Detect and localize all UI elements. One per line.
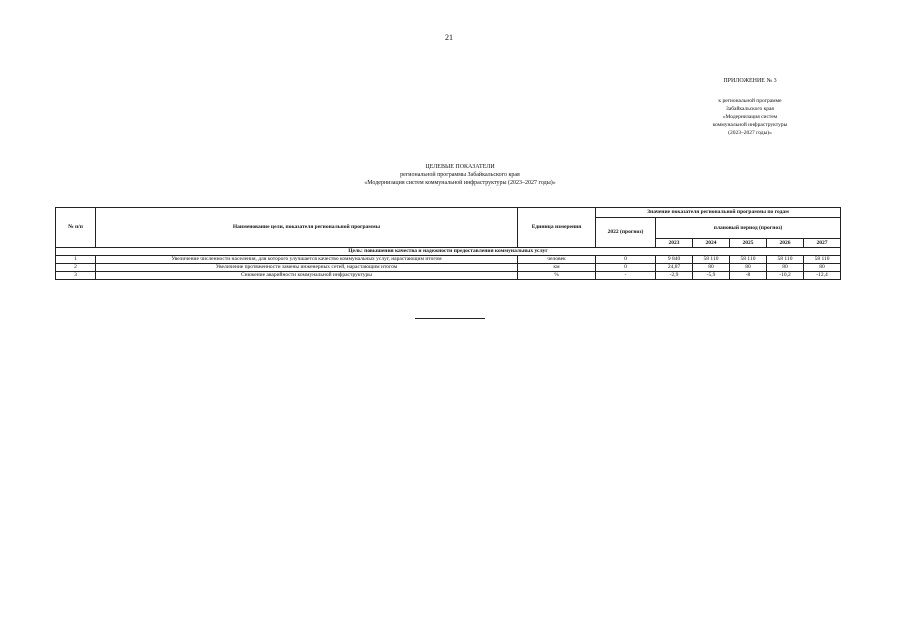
header-year: 2024 [693, 239, 730, 248]
appendix-line: к региональной программе [718, 98, 782, 104]
header-year: 2027 [804, 239, 841, 248]
appendix-line: Забайкальского края [726, 106, 774, 112]
row-value: 9 840 [656, 256, 693, 264]
row-num: 2 [56, 264, 96, 272]
row-value-2022: 0 [596, 264, 656, 272]
row-value: -12,4 [804, 272, 841, 280]
row-name: Увеличение численности населения, для которого улучшается качество коммунальных услуг, нарастающим итогом [96, 256, 518, 264]
header-values-group: Значение показателя региональной программы по годам [596, 208, 841, 218]
table-row [56, 264, 841, 272]
header-year: 2023 [656, 239, 693, 248]
header-unit: Единица измерения [518, 208, 596, 248]
appendix-line: коммунальной инфраструктуры [712, 122, 788, 128]
end-divider [415, 318, 485, 319]
row-value: 58 110 [767, 256, 804, 264]
row-num: 3 [56, 272, 96, 280]
row-name: Снижение аварийности коммунальной инфраструктуры [96, 272, 518, 280]
document-title [160, 163, 760, 187]
indicators-table [55, 207, 841, 280]
appendix-reference [600, 97, 898, 137]
row-value: 80 [693, 264, 730, 272]
row-value: -2,9 [656, 272, 693, 280]
goal-row: Цель: повышения качества и надежности предоставления коммунальных услуг [56, 248, 841, 256]
table-row [56, 272, 841, 280]
header-year: 2025 [730, 239, 767, 248]
row-unit: человек [518, 256, 596, 264]
header-forecast-2022: 2022 (прогноз) [596, 218, 656, 248]
row-value: -5,9 [693, 272, 730, 280]
row-value: 58 110 [730, 256, 767, 264]
row-value: 80 [804, 264, 841, 272]
header-year: 2026 [767, 239, 804, 248]
header-name: Наименование цели, показателя региональной программы [96, 208, 518, 248]
appendix-line: «Модернизация систем [722, 114, 778, 120]
page-number: 21 [445, 33, 453, 42]
row-name: Увеличение протяженности замены инженерных сетей, нарастающим итогом [96, 264, 518, 272]
row-value: -8 [730, 272, 767, 280]
row-value-2022: 0 [596, 256, 656, 264]
table-row [56, 256, 841, 264]
header-num: № п/п [56, 208, 96, 248]
row-value: 80 [730, 264, 767, 272]
row-value: 24,87 [656, 264, 693, 272]
title-line: региональной программы Забайкальского края [400, 172, 520, 178]
row-value: 80 [767, 264, 804, 272]
row-value-2022: - [596, 272, 656, 280]
title-line: ЦЕЛЕВЫЕ ПОКАЗАТЕЛИ [425, 164, 495, 170]
appendix-line: (2023–2027 годы)» [728, 130, 772, 136]
row-unit: % [518, 272, 596, 280]
row-value: 58 110 [693, 256, 730, 264]
row-value: 58 110 [804, 256, 841, 264]
title-line: «Модернизация систем коммунальной инфраструктуры (2023–2027 годы)» [364, 180, 556, 186]
header-plan-period: плановый период (прогноз) [656, 218, 841, 239]
row-unit: км [518, 264, 596, 272]
row-value: -10,2 [767, 272, 804, 280]
row-num: 1 [56, 256, 96, 264]
appendix-label: ПРИЛОЖЕНИЕ № 3 [723, 78, 777, 84]
